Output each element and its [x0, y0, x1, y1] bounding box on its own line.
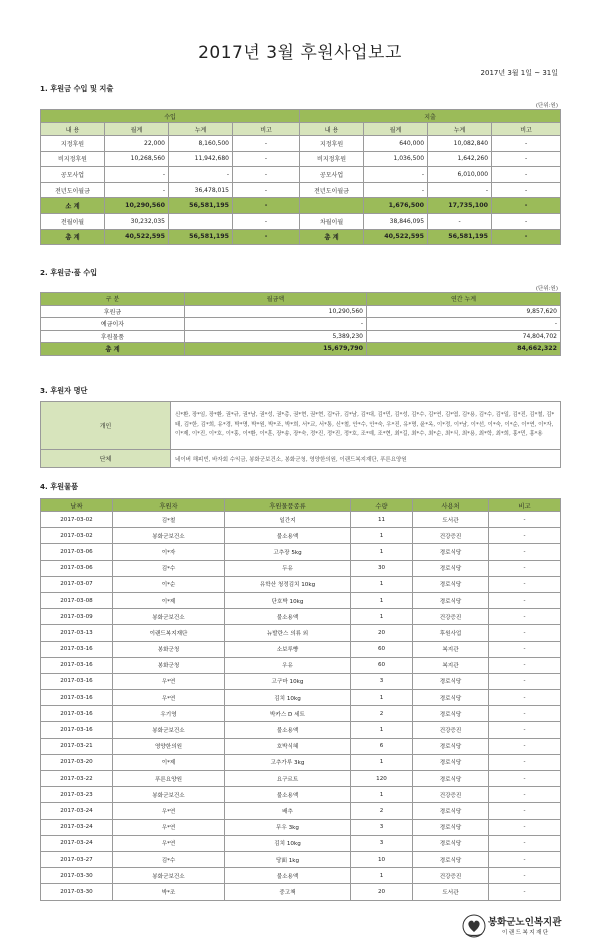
table-cell: 10,290,560 — [105, 198, 169, 214]
table-row — [41, 803, 561, 819]
heart-hands-icon — [462, 914, 486, 940]
group-names: 네이버 해피빈, 바자회 수익금, 봉화군보건소, 봉화군청, 영양한의원, 이랜드복지재단, 푸른요양원 — [171, 450, 561, 468]
col-header: 비고 — [489, 499, 561, 512]
table-cell: 고구마 10kg — [225, 673, 351, 689]
table-cell: 도서관 — [413, 512, 489, 528]
table-cell: 1,642,260 — [428, 151, 492, 167]
table-cell: - — [489, 690, 561, 706]
table-cell: 비지정후원 — [41, 151, 105, 167]
table-cell: 2017-03-02 — [41, 528, 113, 544]
table-cell: 3 — [351, 819, 413, 835]
table-cell: 차월이월 — [300, 213, 364, 229]
table-cell: 우기영 — [113, 706, 225, 722]
table-cell: 이랜드복지재단 — [113, 625, 225, 641]
table-cell: 2017-03-23 — [41, 787, 113, 803]
table-cell: 2017-03-16 — [41, 641, 113, 657]
col-header: 비고 — [492, 123, 561, 136]
table-cell: 박*조 — [113, 884, 225, 900]
table-cell: 김*철 — [113, 512, 225, 528]
table-cell: 10,268,560 — [105, 151, 169, 167]
table-cell — [169, 213, 233, 229]
table-row — [41, 151, 561, 167]
table-cell: 2017-03-30 — [41, 868, 113, 884]
table-cell: 20 — [351, 625, 413, 641]
table-cell: 2017-03-07 — [41, 576, 113, 592]
table-cell: 1 — [351, 609, 413, 625]
col-header: 후원자 — [113, 499, 225, 512]
table-row — [41, 136, 561, 152]
table-row — [41, 657, 561, 673]
table-cell: - — [489, 835, 561, 851]
table-cell: - — [105, 167, 169, 183]
col-header: 누계 — [169, 123, 233, 136]
table-cell: 우*연 — [113, 690, 225, 706]
table-row — [41, 868, 561, 884]
income-expense-table — [40, 109, 561, 245]
table-cell — [300, 198, 364, 214]
table-row — [41, 592, 561, 608]
col-header: 내 용 — [41, 123, 105, 136]
table-cell: 15,679,790 — [185, 343, 367, 356]
table-cell: 불소용액 — [225, 609, 351, 625]
table-cell: 2017-03-16 — [41, 706, 113, 722]
table-cell: 640,000 — [364, 136, 428, 152]
col-header: 누계 — [428, 123, 492, 136]
org-logo — [462, 912, 586, 942]
table-cell: 8,160,500 — [169, 136, 233, 152]
table-header-row — [41, 499, 561, 512]
table-cell: - — [489, 528, 561, 544]
table-cell: 건강증진 — [413, 787, 489, 803]
section2-heading: 2. 후원금·품 수입 — [40, 268, 98, 277]
table-row — [41, 722, 561, 738]
table-cell: 56,581,195 — [428, 229, 492, 245]
table-cell: 11 — [351, 512, 413, 528]
table-cell: 1 — [351, 787, 413, 803]
table-row — [41, 641, 561, 657]
table-cell: 2017-03-27 — [41, 851, 113, 867]
table-cell: - — [489, 512, 561, 528]
table-cell: - — [492, 167, 561, 183]
table-cell: 후원금 — [41, 305, 185, 318]
income-header: 수입 — [41, 110, 300, 123]
table-cell: 10,290,560 — [185, 305, 367, 318]
table-cell: 38,846,095 — [364, 213, 428, 229]
table-cell: 1 — [351, 544, 413, 560]
carry-row — [41, 213, 561, 229]
table-cell: 2017-03-16 — [41, 690, 113, 706]
table-cell: 2017-03-02 — [41, 512, 113, 528]
table-cell: 경로식당 — [413, 560, 489, 576]
table-cell: 2017-03-06 — [41, 544, 113, 560]
table-cell: 후원물품 — [41, 330, 185, 343]
section1-heading: 1. 후원금 수입 및 지출 — [40, 84, 114, 93]
table-cell: - — [489, 851, 561, 867]
table-cell: - — [489, 673, 561, 689]
table-cell: 1 — [351, 576, 413, 592]
col-header: 내 용 — [300, 123, 364, 136]
table-cell: - — [492, 136, 561, 152]
table-row — [41, 819, 561, 835]
table-cell: 6,010,000 — [428, 167, 492, 183]
table-cell: 고추장 5kg — [225, 544, 351, 560]
table-cell: 전년도이월금 — [41, 182, 105, 198]
table-row — [41, 330, 561, 343]
page-title: 2017년 3월 후원사업보고 — [198, 43, 402, 63]
table-cell: 경로식당 — [413, 706, 489, 722]
section4-heading: 4. 후원물품 — [40, 482, 79, 491]
table-cell: 6 — [351, 738, 413, 754]
col-header: 후원물품종류 — [225, 499, 351, 512]
table-cell: 복지관 — [413, 641, 489, 657]
table-cell: 2017-03-08 — [41, 592, 113, 608]
table-cell: - — [233, 198, 300, 214]
table-row — [41, 690, 561, 706]
table-cell: - — [489, 576, 561, 592]
table-cell: 공모사업 — [41, 167, 105, 183]
table-cell: 56,581,195 — [169, 198, 233, 214]
table-cell: 소 계 — [41, 198, 105, 214]
table-cell: 경로식당 — [413, 803, 489, 819]
table-cell: 2017-03-24 — [41, 819, 113, 835]
table-cell: 경로식당 — [413, 592, 489, 608]
table-cell: 2 — [351, 803, 413, 819]
table-cell: 소보루빵 — [225, 641, 351, 657]
table-cell: 김치 10kg — [225, 835, 351, 851]
table-cell: 우*연 — [113, 673, 225, 689]
table-cell: - — [233, 213, 300, 229]
table-cell: 복지관 — [413, 657, 489, 673]
table-cell: 1 — [351, 722, 413, 738]
table-cell: 경로식당 — [413, 819, 489, 835]
table-cell: 2017-03-06 — [41, 560, 113, 576]
table-row — [41, 706, 561, 722]
table-cell: 경로식당 — [413, 544, 489, 560]
table-cell: 이*제 — [113, 592, 225, 608]
table-cell: 전월이월 — [41, 213, 105, 229]
individual-label: 개인 — [41, 402, 171, 450]
table-cell: 불소용액 — [225, 722, 351, 738]
table-cell: - — [489, 560, 561, 576]
table-cell: 2017-03-16 — [41, 722, 113, 738]
table-cell: 경로식당 — [413, 754, 489, 770]
table-cell: - — [489, 868, 561, 884]
table-row — [41, 182, 561, 198]
table-cell: 2 — [351, 706, 413, 722]
table-cell: 봉화군보건소 — [113, 528, 225, 544]
col-header: 월계 — [364, 123, 428, 136]
table-cell: 우*연 — [113, 819, 225, 835]
table-cell: 무우 3kg — [225, 819, 351, 835]
table-cell: - — [489, 819, 561, 835]
table-cell: 김*수 — [113, 851, 225, 867]
table-row — [41, 835, 561, 851]
table-cell: 5,389,230 — [185, 330, 367, 343]
total-row — [41, 343, 561, 356]
table-cell: - — [489, 592, 561, 608]
table-cell: 봉화군청 — [113, 641, 225, 657]
table-cell: 40,522,595 — [364, 229, 428, 245]
table-row — [41, 851, 561, 867]
table-cell: 60 — [351, 641, 413, 657]
table-cell: - — [105, 182, 169, 198]
table-row — [41, 305, 561, 318]
table-cell: - — [367, 318, 561, 331]
table-cell: 김치 10kg — [225, 690, 351, 706]
table-cell: 일간지 — [225, 512, 351, 528]
table-cell: 영양한의원 — [113, 738, 225, 754]
table-cell: - — [489, 722, 561, 738]
table-cell: 경로식당 — [413, 771, 489, 787]
table-cell: 1 — [351, 868, 413, 884]
table-cell: - — [489, 657, 561, 673]
table-row — [41, 771, 561, 787]
table-cell: 1 — [351, 592, 413, 608]
col-header: 비고 — [233, 123, 300, 136]
table-cell: 30,232,035 — [105, 213, 169, 229]
table-row — [41, 884, 561, 900]
table-cell: 당面 1kg — [225, 851, 351, 867]
table-cell: 단호박 10kg — [225, 592, 351, 608]
table-cell: 2017-03-30 — [41, 884, 113, 900]
table-cell: - — [489, 625, 561, 641]
table-cell: 총 계 — [41, 229, 105, 245]
table-cell: 경로식당 — [413, 835, 489, 851]
table-cell: 예금이자 — [41, 318, 185, 331]
table-cell: 10,082,840 — [428, 136, 492, 152]
subtotal-row — [41, 198, 561, 214]
table-cell: 경로식당 — [413, 738, 489, 754]
table-cell: - — [233, 182, 300, 198]
table-row — [41, 560, 561, 576]
table-cell: 우*연 — [113, 835, 225, 851]
table-cell: 1 — [351, 528, 413, 544]
table-cell: 2017-03-16 — [41, 657, 113, 673]
table-cell: 40,522,595 — [105, 229, 169, 245]
table-cell: 불소용액 — [225, 787, 351, 803]
table-row — [41, 528, 561, 544]
table-cell: 1 — [351, 690, 413, 706]
table-cell: 우유 — [225, 657, 351, 673]
donor-list-table — [40, 401, 561, 468]
report-period: 2017년 3월 1일 ~ 31일 — [480, 69, 558, 77]
table-row — [41, 318, 561, 331]
table-cell: 84,662,322 — [367, 343, 561, 356]
table-cell: 박카스 D 세트 — [225, 706, 351, 722]
table-cell: 1,676,500 — [364, 198, 428, 214]
table-cell: 건강증진 — [413, 528, 489, 544]
table-cell: - — [492, 229, 561, 245]
table-row — [41, 787, 561, 803]
table-cell: - — [489, 754, 561, 770]
table-cell: 3 — [351, 673, 413, 689]
donation-summary-table — [40, 292, 561, 356]
table-cell: 봉화군보건소 — [113, 609, 225, 625]
table-cell: 지정후원 — [41, 136, 105, 152]
table-cell: 전년도이월금 — [300, 182, 364, 198]
col-header: 월금액 — [185, 293, 367, 306]
table-cell: 건강증진 — [413, 722, 489, 738]
table-cell: 이*제 — [113, 754, 225, 770]
table-cell: 120 — [351, 771, 413, 787]
table-cell: 후원사업 — [413, 625, 489, 641]
table-row — [41, 544, 561, 560]
table-cell: - — [489, 544, 561, 560]
table-cell: - — [233, 151, 300, 167]
section3-heading: 3. 후원자 명단 — [40, 386, 88, 395]
table-cell: 봉화군보건소 — [113, 787, 225, 803]
table-cell: - — [492, 198, 561, 214]
table-cell: - — [428, 182, 492, 198]
table-row — [41, 625, 561, 641]
table-cell: 경로식당 — [413, 851, 489, 867]
table-cell: 경로식당 — [413, 576, 489, 592]
table-cell: - — [169, 167, 233, 183]
table-cell: 2017-03-21 — [41, 738, 113, 754]
col-header: 수량 — [351, 499, 413, 512]
individual-names: 신*환, 장*임, 장*환, 권*규, 권*남, 권*성, 권*총, 권*현, 권*현, 김*규, 김*남, 김*대, 김*민, 김*성, 김*수, 김*연, 김*엽, 김*용, 김*수, 김*일, 김*진, 김*철, 김*태, 김*한, 김*희, 유*경, 박*명, 박*원, 박*조, 박*희, 서*교, 서*통, 신*철, 안*수, 안*숙, 우*진, 유*명, 윤*옥, 이*정, 이*남, 이*선, 이*숙, 이*순, 이*연, 이*자, 이*제, 이*진, 이*호, 이*홍, 이*환, 이*훈, 장*송, 장*숙, 정*진, 정*진, 정*호, 조*예, 조*현, 최*길, 최*수, 최*순, 최*식, 최*용, 최*학, 최*희, 홍*민, 홍*용 — [171, 402, 561, 450]
table-cell: 2017-03-13 — [41, 625, 113, 641]
table-cell: 도서관 — [413, 884, 489, 900]
table-cell: 30 — [351, 560, 413, 576]
table-cell: 60 — [351, 657, 413, 673]
table-row — [41, 738, 561, 754]
table-cell: 김*수 — [113, 560, 225, 576]
table-cell: 1 — [351, 754, 413, 770]
table-cell: 봉화군보건소 — [113, 868, 225, 884]
org-name: 봉화군노인복지관 — [488, 917, 562, 928]
table-cell: - — [489, 803, 561, 819]
table-cell: 2017-03-09 — [41, 609, 113, 625]
table-cell: - — [185, 318, 367, 331]
table-cell: 봉화군보건소 — [113, 722, 225, 738]
group-row — [41, 450, 561, 468]
table-cell: 건강증진 — [413, 609, 489, 625]
table-cell: 고추가루 3kg — [225, 754, 351, 770]
table-cell: 요구르트 — [225, 771, 351, 787]
individual-row — [41, 402, 561, 450]
table-row — [41, 673, 561, 689]
table-cell: 2017-03-20 — [41, 754, 113, 770]
table-cell: 10 — [351, 851, 413, 867]
table-cell: 배추 — [225, 803, 351, 819]
donated-goods-table — [40, 498, 561, 901]
table-cell: - — [428, 213, 492, 229]
table-cell: 2017-03-22 — [41, 771, 113, 787]
section1-unit: (단위:원) — [535, 103, 558, 109]
table-cell: 경로식당 — [413, 690, 489, 706]
table-header-row — [41, 293, 561, 306]
table-cell: 이*순 — [113, 576, 225, 592]
table-cell: - — [489, 641, 561, 657]
table-cell: - — [233, 229, 300, 245]
table-cell: 불소용액 — [225, 868, 351, 884]
table-cell: 두유 — [225, 560, 351, 576]
table-cell: 봉화군청 — [113, 657, 225, 673]
table-cell: - — [364, 182, 428, 198]
table-cell: - — [492, 213, 561, 229]
table-cell: 건강증진 — [413, 868, 489, 884]
table-row — [41, 609, 561, 625]
table-cell: 1,036,500 — [364, 151, 428, 167]
table-cell: 중고책 — [225, 884, 351, 900]
table-cell: 22,000 — [105, 136, 169, 152]
table-cell: - — [492, 151, 561, 167]
table-cell: 푸른요양원 — [113, 771, 225, 787]
table-cell: 경로식당 — [413, 673, 489, 689]
table-cell: 2017-03-24 — [41, 803, 113, 819]
table-row — [41, 512, 561, 528]
table-cell: 2017-03-16 — [41, 673, 113, 689]
table-cell: 총 계 — [41, 343, 185, 356]
table-cell: 36,478,015 — [169, 182, 233, 198]
table-cell: 공모사업 — [300, 167, 364, 183]
income-expense-group-row — [41, 110, 561, 123]
table-cell: 9,857,620 — [367, 305, 561, 318]
col-header: 월계 — [105, 123, 169, 136]
col-header: 날짜 — [41, 499, 113, 512]
table-cell: - — [489, 609, 561, 625]
org-sub: 이랜드복지재단 — [502, 930, 550, 936]
table-cell: 불소용액 — [225, 528, 351, 544]
col-header: 사용처 — [413, 499, 489, 512]
table-cell: - — [233, 136, 300, 152]
table-cell: 뉴발란스 의류 외 — [225, 625, 351, 641]
income-expense-column-row — [41, 123, 561, 136]
table-cell: 이*자 — [113, 544, 225, 560]
table-cell: - — [364, 167, 428, 183]
table-cell: 총 계 — [300, 229, 364, 245]
group-label: 단체 — [41, 450, 171, 468]
table-row — [41, 576, 561, 592]
table-cell: 비지정후원 — [300, 151, 364, 167]
table-cell: 지정후원 — [300, 136, 364, 152]
col-header: 구 분 — [41, 293, 185, 306]
table-cell: 호박식혜 — [225, 738, 351, 754]
total-row — [41, 229, 561, 245]
table-cell: - — [489, 738, 561, 754]
table-cell: 56,581,195 — [169, 229, 233, 245]
table-cell: 3 — [351, 835, 413, 851]
table-row — [41, 167, 561, 183]
table-cell: - — [492, 182, 561, 198]
table-cell: 20 — [351, 884, 413, 900]
table-cell: - — [489, 771, 561, 787]
table-cell: - — [489, 884, 561, 900]
table-cell: - — [489, 706, 561, 722]
table-cell: 우*연 — [113, 803, 225, 819]
table-cell: 17,735,100 — [428, 198, 492, 214]
expense-header: 지출 — [300, 110, 561, 123]
table-cell: 2017-03-24 — [41, 835, 113, 851]
table-row — [41, 754, 561, 770]
col-header: 연간 누계 — [367, 293, 561, 306]
table-cell: 74,804,702 — [367, 330, 561, 343]
section2-unit: (단위:원) — [535, 286, 558, 292]
table-cell: 유학산 청정김치 10kg — [225, 576, 351, 592]
table-cell: - — [489, 787, 561, 803]
table-cell: 11,942,680 — [169, 151, 233, 167]
table-cell: - — [233, 167, 300, 183]
